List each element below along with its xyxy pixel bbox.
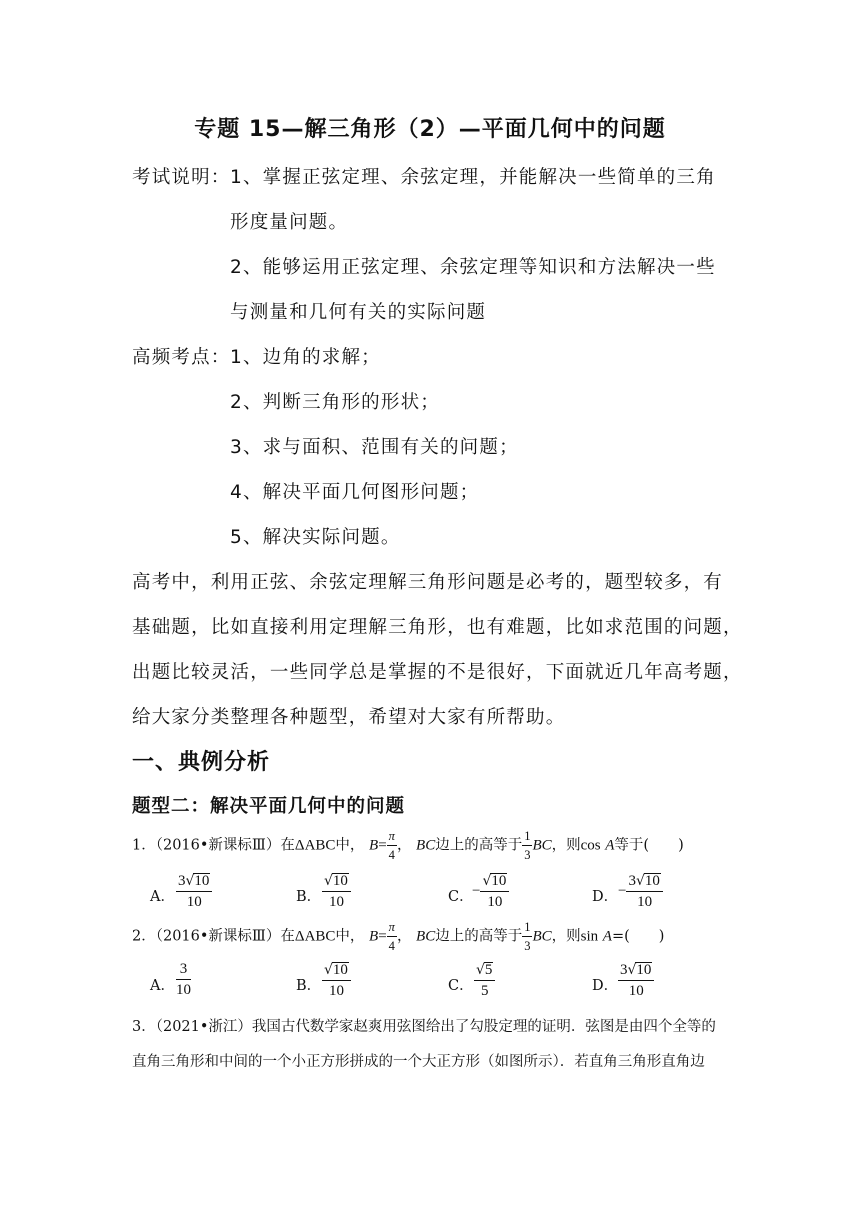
intro-line: 出题比较灵活，一些同学总是掌握的不是很好，下面就近几年高考题， bbox=[132, 662, 743, 683]
freq-item: 1、边角的求解； bbox=[230, 347, 381, 368]
freq-label: 高频考点： bbox=[132, 347, 231, 368]
fraction: $\frac{1}{3}$ bbox=[524, 829, 531, 862]
exam-label: 考试说明： bbox=[132, 167, 231, 188]
option-b-value: $\frac{√10}{10}$ bbox=[322, 962, 351, 999]
option-b-label: B． bbox=[296, 889, 322, 905]
option-a-label: A． bbox=[150, 889, 175, 905]
option-c-value: − $\frac{√10}{10}$ bbox=[472, 873, 509, 910]
option-a-value: $\frac{3}{10}$ bbox=[176, 961, 191, 998]
option-a-value: $\frac{3√10}{10}$ bbox=[176, 873, 212, 910]
question-2-stem: 2．（2016•新课标Ⅲ）在ΔABC中， B= $\frac{\pi}{4}$ ， BC边上的高等于 $\frac{1}{3}$ BC，则sin A=( ) bbox=[132, 920, 665, 953]
freq-item: 3、求与面积、范围有关的问题； bbox=[230, 437, 519, 458]
freq-item: 5、解决实际问题。 bbox=[230, 527, 401, 548]
exam-item: 与测量和几何有关的实际问题 bbox=[230, 302, 487, 323]
question-3-line: 直角三角形和中间的一个小正方形拼成的一个大正方形（如图所示）．若直角三角形直角边 bbox=[132, 1054, 705, 1070]
question-2-options bbox=[0, 962, 860, 1006]
option-c-label: C． bbox=[448, 889, 474, 905]
intro-line: 给大家分类整理各种题型，希望对大家有所帮助。 bbox=[132, 707, 566, 728]
fraction: $\frac{\pi}{4}$ bbox=[388, 829, 395, 862]
option-b-value: $\frac{√10}{10}$ bbox=[322, 873, 351, 910]
option-d-value: $\frac{3√10}{10}$ bbox=[618, 962, 654, 999]
exam-item: 形度量问题。 bbox=[230, 212, 349, 233]
exam-item: 1、掌握正弦定理、余弦定理，并能解决一些简单的三角 bbox=[230, 167, 716, 188]
option-c-label: C． bbox=[448, 978, 474, 994]
fraction: $\frac{\pi}{4}$ bbox=[388, 920, 395, 953]
exam-item: 2、能够运用正弦定理、余弦定理等知识和方法解决一些 bbox=[230, 257, 716, 278]
option-a-label: A． bbox=[150, 978, 175, 994]
fraction: $\frac{1}{3}$ bbox=[524, 920, 531, 953]
page-title: 专题 15—解三角形（2）—平面几何中的问题 bbox=[194, 117, 666, 142]
question-3-line: 3．（2021•浙江）我国古代数学家赵爽用弦图给出了勾股定理的证明．弦图是由四个全等的 bbox=[132, 1019, 716, 1035]
section-heading: 一、典例分析 bbox=[132, 750, 271, 775]
question-1-stem: 1．（2016•新课标Ⅲ）在ΔABC中， B= $\frac{\pi}{4}$ ， BC边上的高等于 $\frac{1}{3}$ BC，则cos A等于( ) bbox=[132, 829, 684, 862]
option-d-label: D． bbox=[592, 978, 619, 994]
freq-item: 2、判断三角形的形状； bbox=[230, 392, 440, 413]
option-d-label: D． bbox=[592, 889, 619, 905]
freq-item: 4、解决平面几何图形问题； bbox=[230, 482, 480, 503]
intro-line: 基础题，比如直接利用定理解三角形，也有难题，比如求范围的问题， bbox=[132, 617, 743, 638]
question-1-options bbox=[0, 873, 860, 917]
option-c-value: $\frac{√5}{5}$ bbox=[474, 962, 495, 999]
intro-line: 高考中，利用正弦、余弦定理解三角形问题是必考的，题型较多，有 bbox=[132, 572, 724, 593]
option-d-value: − $\frac{3√10}{10}$ bbox=[618, 873, 663, 910]
option-b-label: B． bbox=[296, 978, 322, 994]
subsection-heading: 题型二：解决平面几何中的问题 bbox=[132, 796, 406, 817]
